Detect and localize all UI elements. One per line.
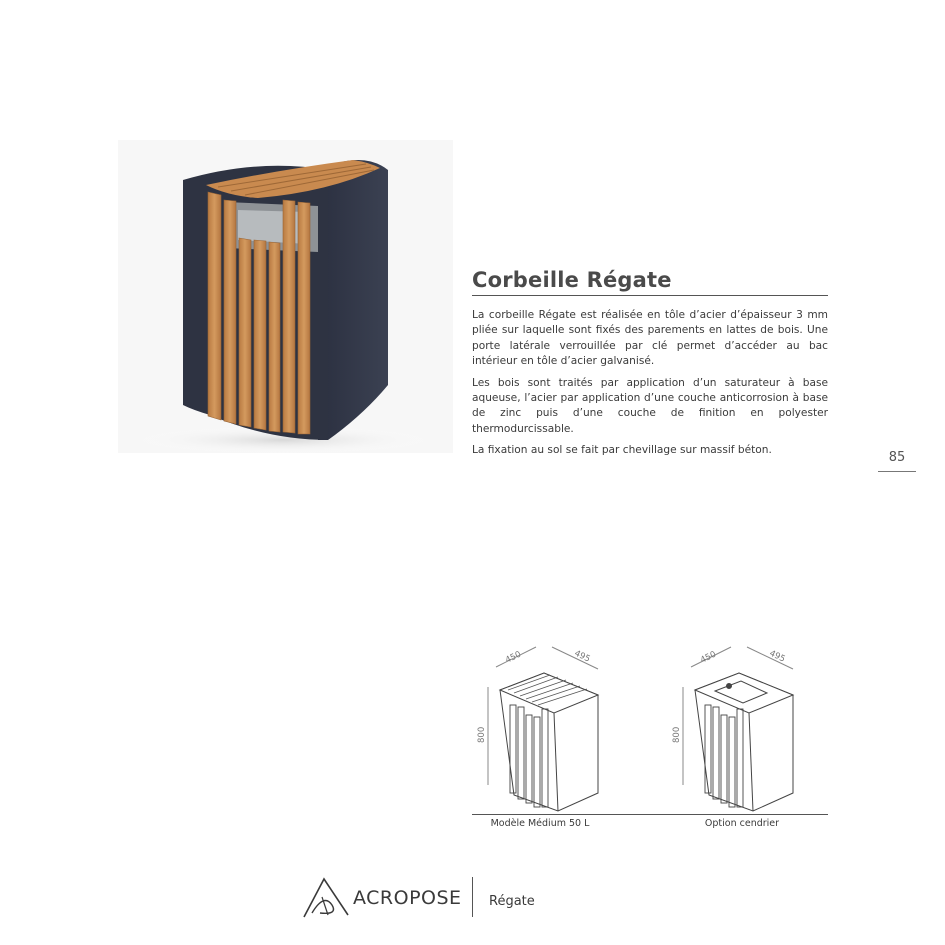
technical-drawings [470,635,830,815]
product-title: Corbeille Régate [472,268,672,292]
caption-standard-model: Modèle Médium 50 L [490,818,590,829]
caption-ashtray-option: Option cendrier [704,818,780,829]
title-divider [472,295,828,296]
drawings-divider [472,814,828,815]
description-paragraph: Les bois sont traités par application d’un saturateur à base aqueuse, l’acier par application d’une couche anticorrosion à base de zinc puis d’une couche de finition en polyester thermodurcissable. [472,376,828,435]
dim-height-right: 800 [672,726,682,743]
description-paragraph: La fixation au sol se fait par chevillage sur massif béton. [472,444,772,457]
product-description [472,308,828,465]
drawing-ashtray-option [683,647,793,811]
dim-depth-left: 495 [572,648,592,665]
page-number: 85 [888,450,906,465]
description-paragraph: La corbeille Régate est réalisée en tôle d’acier d’épaisseur 3 mm pliée sur laquelle sont fixés des parements en lattes de bois. Une porte latérale verrouillée par clé permet d’accéder au bac intérieur en tôle d’acier galvanisé. [472,309,828,368]
dim-width-left: 450 [503,649,523,666]
dim-depth-right: 495 [767,648,787,665]
footer-divider [472,877,473,917]
dim-width-right: 450 [698,649,718,666]
brand-name: ACROPOSE [353,887,462,909]
footer-product-name: Régate [489,894,535,909]
dim-height-left: 800 [477,726,487,743]
acropose-logo-icon [302,875,350,919]
product-photo [118,140,453,453]
drawing-standard-model [488,647,598,811]
page-number-divider [878,471,916,472]
